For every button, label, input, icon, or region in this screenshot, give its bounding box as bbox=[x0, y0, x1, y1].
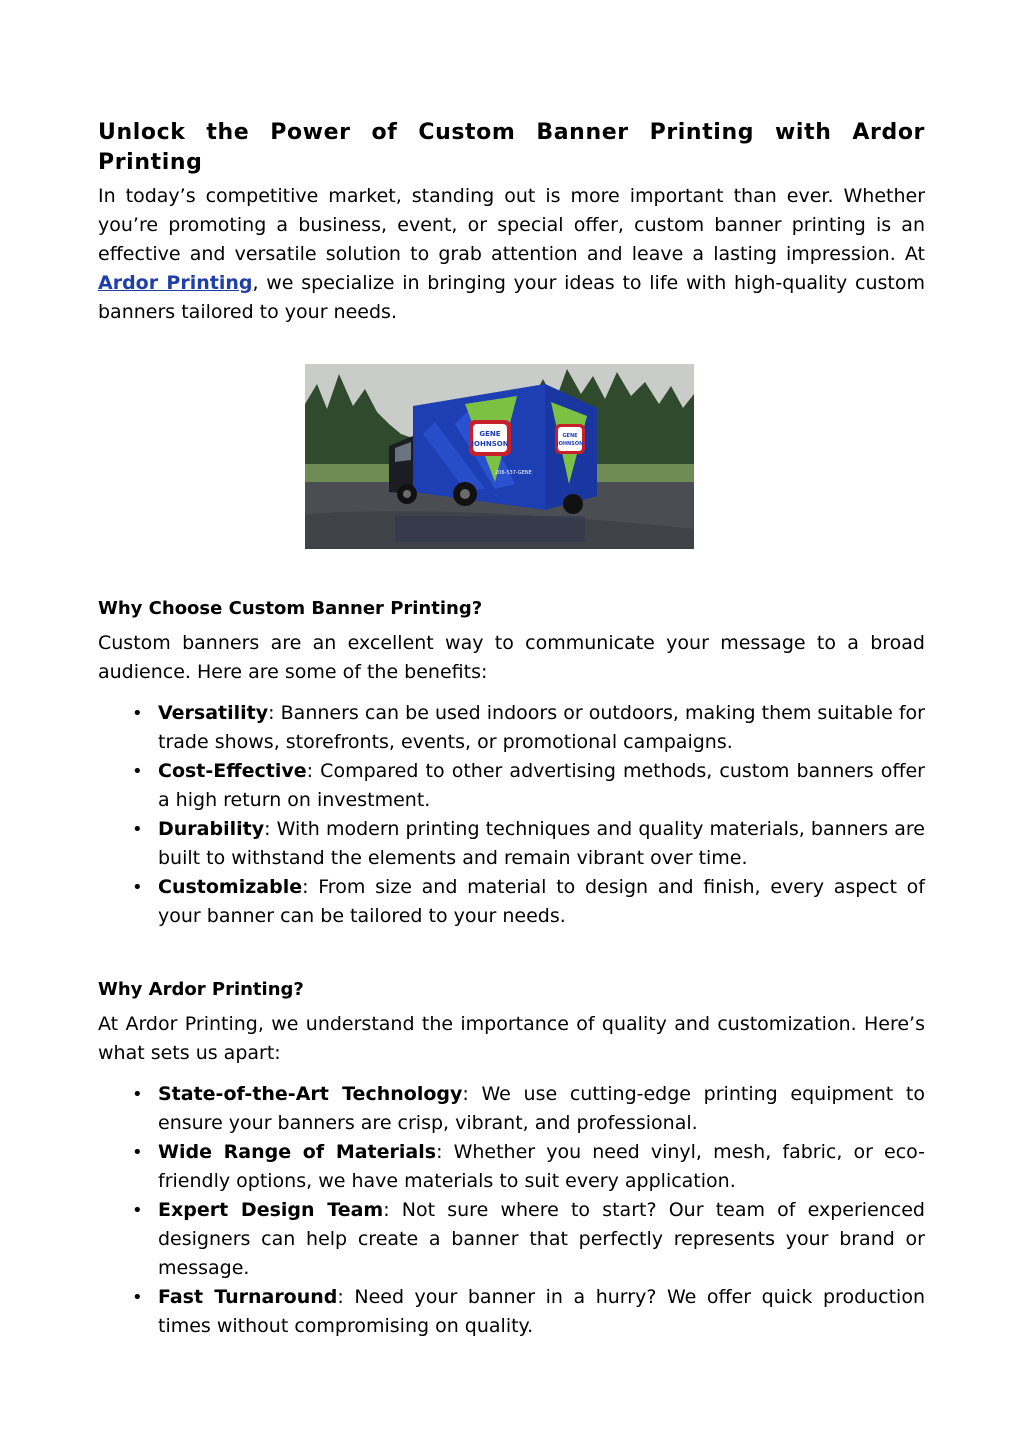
intro-text-after: , we specialize in bringing your ideas to life with high-quality custom banners tailored to your needs. bbox=[98, 272, 925, 323]
svg-text:206-537-GENE: 206-537-GENE bbox=[495, 470, 532, 476]
svg-text:GENE: GENE bbox=[479, 430, 501, 438]
why-choose-heading: Why Choose Custom Banner Printing? bbox=[98, 598, 483, 619]
list-item bbox=[158, 1283, 925, 1341]
list-item bbox=[158, 815, 925, 873]
list-item-text: : From size and material to design and finish, every aspect of your banner can be tailored to your needs. bbox=[158, 876, 925, 927]
list-item bbox=[158, 699, 925, 757]
svg-text:JOHNSON: JOHNSON bbox=[471, 440, 509, 448]
intro-paragraph bbox=[98, 182, 925, 327]
list-item-text: : Banners can be used indoors or outdoors, making them suitable for trade shows, storefronts, events, or promotional campaigns. bbox=[158, 702, 925, 753]
list-item-text: : Need your banner in a hurry? We offer quick production times without compromising on quality. bbox=[158, 1286, 926, 1337]
list-item-text: : With modern printing techniques and quality materials, banners are built to withstand the elements and remain vibrant over time. bbox=[158, 818, 925, 869]
list-item-text: : Whether you need vinyl, mesh, fabric, or eco-friendly options, we have materials to suit every application. bbox=[158, 1141, 925, 1192]
list-item-term: Fast Turnaround bbox=[158, 1286, 338, 1308]
list-item-term: Wide Range of Materials bbox=[158, 1141, 437, 1163]
why-choose-section bbox=[98, 596, 925, 931]
svg-text:JOHNSON: JOHNSON bbox=[556, 441, 584, 447]
intro-block bbox=[98, 118, 925, 327]
list-item-text: : Compared to other advertising methods, custom banners offer a high return on investment. bbox=[158, 760, 925, 811]
list-item-text: : We use cutting-edge printing equipment to ensure your banners are crisp, vibrant, and professional. bbox=[158, 1083, 925, 1134]
list-item-term: Expert Design Team bbox=[158, 1199, 384, 1221]
list-item bbox=[158, 1196, 925, 1283]
list-item-term: Customizable bbox=[158, 876, 303, 898]
why-ardor-heading: Why Ardor Printing? bbox=[98, 979, 304, 1000]
list-item bbox=[158, 757, 925, 815]
intro-text-before: In today’s competitive market, standing out is more important than ever. Whether you’re promoting a business, event, or special offer, custom banner printing is an effective and versatile solution to grab attention and leave a lasting impression. At bbox=[98, 185, 925, 265]
advantages-list bbox=[98, 1080, 925, 1341]
list-item-text: : Not sure where to start? Our team of experienced designers can help create a banner that perfectly represents your brand or message. bbox=[158, 1199, 925, 1279]
list-item bbox=[158, 1138, 925, 1196]
list-item-term: Versatility bbox=[158, 702, 269, 724]
benefits-list bbox=[98, 699, 925, 931]
truck-photo-illustration bbox=[305, 364, 694, 549]
ardor-printing-link[interactable]: Ardor Printing bbox=[98, 272, 253, 294]
page-title: Unlock the Power of Custom Banner Printing with Ardor Printing bbox=[98, 120, 925, 175]
why-ardor-lead: At Ardor Printing, we understand the importance of quality and customization. Here’s what sets us apart: bbox=[98, 1013, 925, 1064]
why-choose-lead: Custom banners are an excellent way to communicate your message to a broad audience. Here are some of the benefits: bbox=[98, 632, 925, 683]
list-item-term: Cost-Effective bbox=[158, 760, 307, 782]
svg-text:GENE: GENE bbox=[562, 433, 578, 439]
why-ardor-section bbox=[98, 977, 925, 1341]
list-item bbox=[158, 1080, 925, 1138]
list-item-term: Durability bbox=[158, 818, 265, 840]
list-item-term: State-of-the-Art Technology bbox=[158, 1083, 463, 1105]
truck-photo bbox=[305, 364, 694, 549]
list-item bbox=[158, 873, 925, 931]
